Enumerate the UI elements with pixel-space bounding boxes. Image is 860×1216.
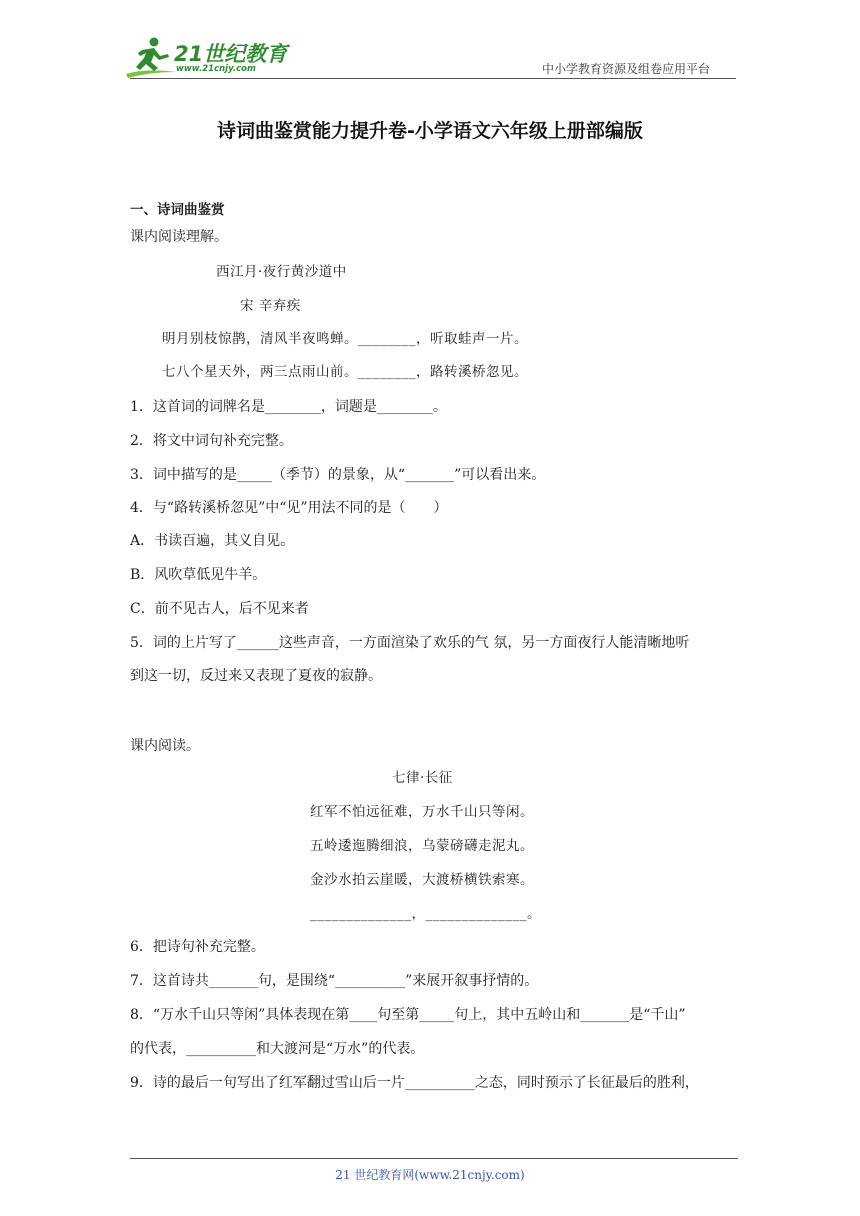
question-5-cont: 到这一切，反过来又表现了夏夜的寂静。 <box>130 668 382 684</box>
question-4-option-b: B．风吹草低见牛羊。 <box>130 567 267 583</box>
question-1: 1．这首词的词牌名是________，词题是________。 <box>130 399 447 415</box>
reading-intro-1: 课内阅读理解。 <box>130 229 228 245</box>
question-4: 4．与“路转溪桥忽见”中“见”用法不同的是（ ） <box>130 500 448 516</box>
question-6: 6．把诗句补充完整。 <box>130 939 265 955</box>
poem2-line: 五岭逶迤腾细浪，乌蒙磅礴走泥丸。 <box>310 838 534 854</box>
header-divider <box>130 78 736 79</box>
poem2-line: 金沙水拍云崖暖，大渡桥横铁索寒。 <box>310 872 534 888</box>
question-8: 8．“万水千山只等闲”具体表现在第____句至第_____句上，其中五岭山和_______是“千山” <box>130 1007 686 1023</box>
poem2-line: 红军不怕远征难，万水千山只等闲。 <box>310 804 534 820</box>
reading-intro-2: 课内阅读。 <box>130 738 200 754</box>
poem1-author: 宋 辛弃疾 <box>240 298 301 314</box>
question-7: 7．这首诗共_______句，是围绕“__________”来展开叙事抒情的。 <box>130 973 539 989</box>
question-4-option-a: A．书读百遍，其义自见。 <box>130 533 295 549</box>
logo-url: www.21cnjy.com <box>176 64 256 74</box>
platform-label: 中小学教育资源及组卷应用平台 <box>542 62 711 76</box>
question-3: 3．词中描写的是_____（季节）的景象，从“_______”可以看出来。 <box>130 467 546 483</box>
question-5: 5．词的上片写了______这些声音，一方面渲染了欢乐的气 氛，另一方面夜行人能清晰地听 <box>130 635 690 651</box>
poem1-title: 西江月·夜行黄沙道中 <box>216 264 347 280</box>
footer-link[interactable]: 21 世纪教育网(www.21cnjy.com) <box>335 1168 525 1182</box>
question-9: 9．诗的最后一句写出了红军翻过雪山后一片__________之态，同时预示了长征最后的胜利， <box>130 1075 699 1091</box>
poem1-line: 七八个星天外，两三点雨山前。________，路转溪桥忽见。 <box>162 364 528 380</box>
footer-divider <box>130 1158 738 1159</box>
question-8-cont: 的代表，__________和大渡河是“万水”的代表。 <box>130 1041 425 1057</box>
runner-icon <box>124 34 178 80</box>
question-2: 2．将文中词句补充完整。 <box>130 433 293 449</box>
poem2-title: 七律·长征 <box>392 770 453 786</box>
site-logo[interactable] <box>124 34 294 80</box>
page-title: 诗词曲鉴赏能力提升卷-小学语文六年级上册部编版 <box>217 120 643 142</box>
logo-text: 21世纪教育 <box>174 42 288 66</box>
poem2-blank-line: ______________，______________。 <box>310 906 541 922</box>
question-4-option-c: C．前不见古人，后不见来者 <box>130 601 309 617</box>
section-heading: 一、诗词曲鉴赏 <box>130 202 225 218</box>
poem1-line: 明月别枝惊鹊，清风半夜鸣蝉。________，听取蛙声一片。 <box>162 331 528 347</box>
